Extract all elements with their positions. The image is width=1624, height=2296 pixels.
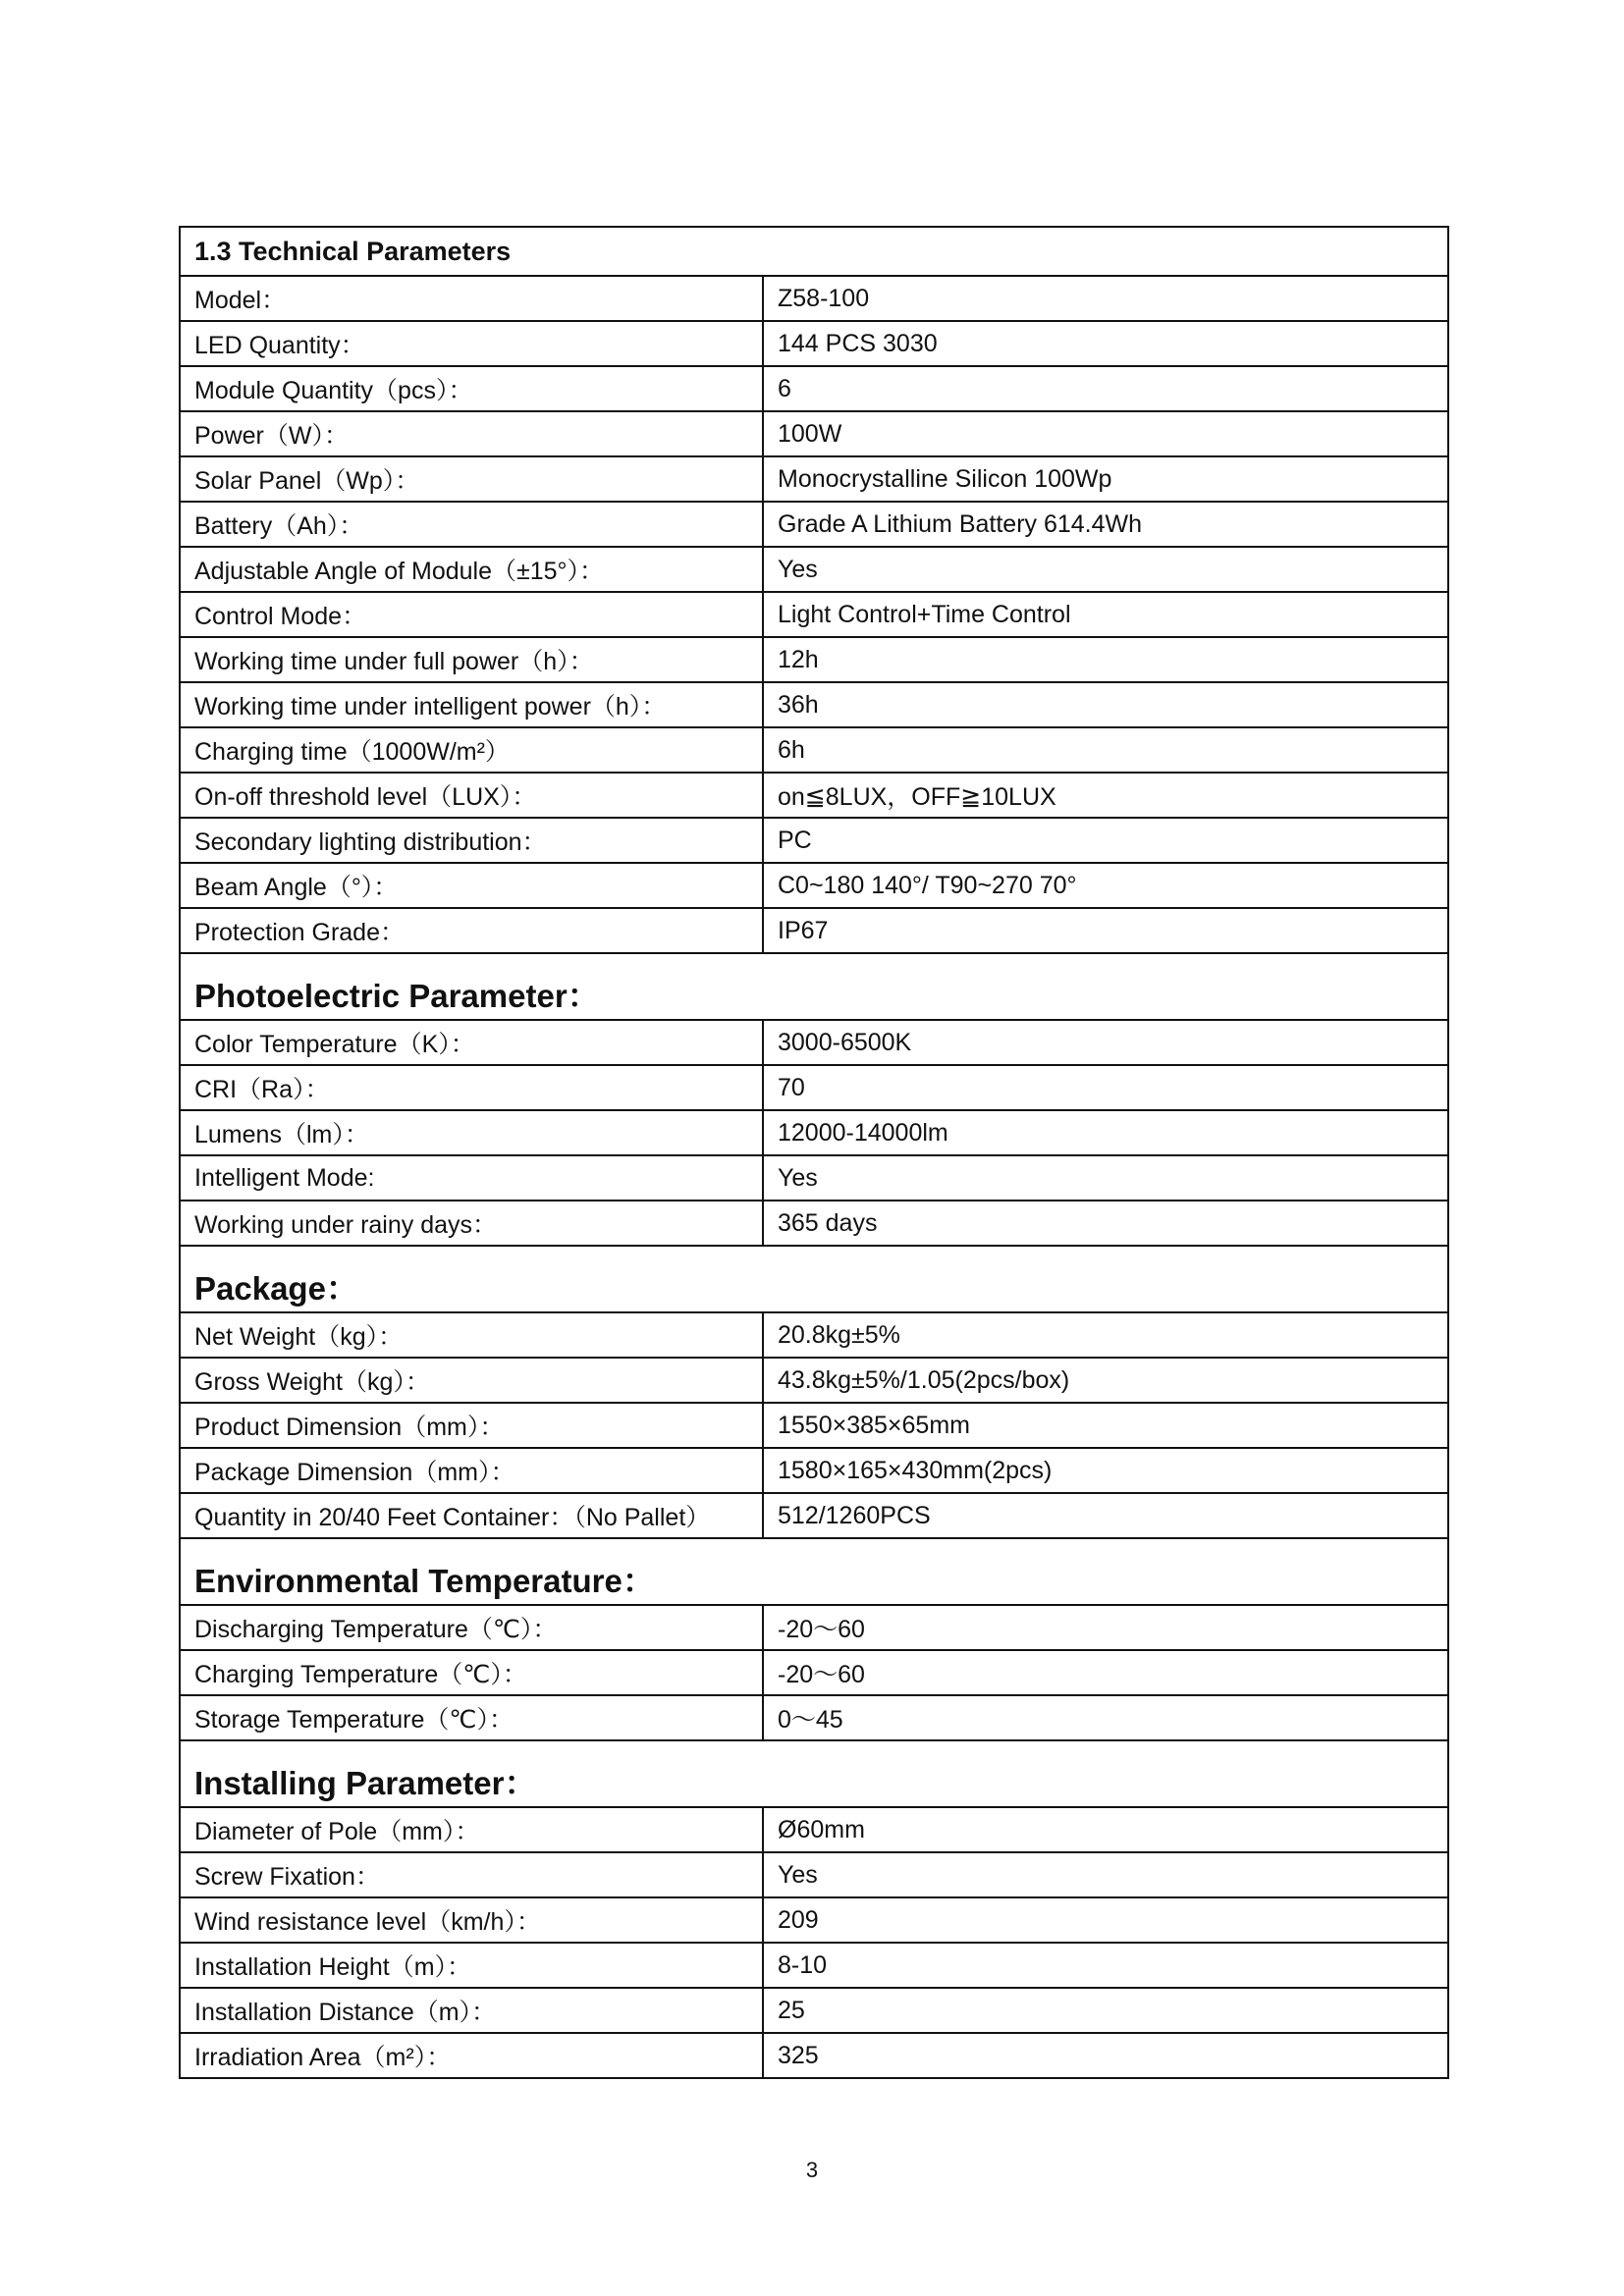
table-row xyxy=(180,1065,1448,1110)
parameter-value: 1550×385×65mm xyxy=(763,1403,1448,1448)
parameter-label: Storage Temperature（℃）： xyxy=(180,1695,763,1740)
parameter-value: PC xyxy=(763,818,1448,863)
section-heading-row xyxy=(180,1740,1448,1807)
table-row xyxy=(180,1695,1448,1740)
section-heading: Photoelectric Parameter： xyxy=(180,953,1448,1020)
parameter-value: 12000-14000lm xyxy=(763,1110,1448,1155)
parameter-label: Working time under intelligent power（h）： xyxy=(180,682,763,727)
parameter-value: 12h xyxy=(763,637,1448,682)
parameter-value: 6h xyxy=(763,727,1448,773)
parameter-label: Power（W）： xyxy=(180,411,763,456)
table-row xyxy=(180,682,1448,727)
parameter-value: Ø60mm xyxy=(763,1807,1448,1852)
table-row xyxy=(180,1852,1448,1897)
parameter-value: 512/1260PCS xyxy=(763,1493,1448,1538)
table-row xyxy=(180,1358,1448,1403)
section-heading: Package： xyxy=(180,1246,1448,1312)
section-heading-row xyxy=(180,953,1448,1020)
parameter-value: 325 xyxy=(763,2033,1448,2078)
table-row xyxy=(180,321,1448,366)
parameter-label: Discharging Temperature（℃）： xyxy=(180,1605,763,1650)
table-row xyxy=(180,1650,1448,1695)
table-row xyxy=(180,1155,1448,1201)
parameter-value: Monocrystalline Silicon 100Wp xyxy=(763,456,1448,502)
parameter-label: Intelligent Mode: xyxy=(180,1155,763,1201)
parameter-label: Screw Fixation： xyxy=(180,1852,763,1897)
parameter-label: CRI（Ra）： xyxy=(180,1065,763,1110)
parameter-value: 365 days xyxy=(763,1201,1448,1246)
table-row xyxy=(180,1988,1448,2033)
parameter-value: 6 xyxy=(763,366,1448,411)
parameter-value: Yes xyxy=(763,547,1448,592)
table-title: 1.3 Technical Parameters xyxy=(180,227,1448,276)
parameter-value: IP67 xyxy=(763,908,1448,953)
section-heading: Environmental Temperature： xyxy=(180,1538,1448,1605)
parameter-value: -20～60 xyxy=(763,1650,1448,1695)
table-row xyxy=(180,411,1448,456)
parameter-label: Diameter of Pole（mm）： xyxy=(180,1807,763,1852)
section-heading-row xyxy=(180,1246,1448,1312)
parameter-value: 144 PCS 3030 xyxy=(763,321,1448,366)
parameter-label: Secondary lighting distribution： xyxy=(180,818,763,863)
table-row xyxy=(180,1201,1448,1246)
parameter-label: Beam Angle（°）： xyxy=(180,863,763,908)
parameter-value: Z58-100 xyxy=(763,276,1448,321)
table-row xyxy=(180,547,1448,592)
table-row xyxy=(180,908,1448,953)
table-row xyxy=(180,1897,1448,1943)
parameter-label: Adjustable Angle of Module（±15°）： xyxy=(180,547,763,592)
parameter-value: 3000-6500K xyxy=(763,1020,1448,1065)
parameter-value: C0~180 140°/ T90~270 70° xyxy=(763,863,1448,908)
parameter-label: Color Temperature（K）： xyxy=(180,1020,763,1065)
parameter-label: Net Weight（kg）： xyxy=(180,1312,763,1358)
page-number: 3 xyxy=(805,2158,819,2182)
parameter-label: Model： xyxy=(180,276,763,321)
parameter-value: 43.8kg±5%/1.05(2pcs/box) xyxy=(763,1358,1448,1403)
table-title-row xyxy=(180,227,1448,276)
table-row xyxy=(180,1110,1448,1155)
parameter-value: on≦8LUX，OFF≧10LUX xyxy=(763,773,1448,818)
parameter-label: Battery（Ah）： xyxy=(180,502,763,547)
parameter-label: Product Dimension（mm）： xyxy=(180,1403,763,1448)
parameter-value: 100W xyxy=(763,411,1448,456)
parameter-value: 70 xyxy=(763,1065,1448,1110)
section-heading-row xyxy=(180,1538,1448,1605)
table-row xyxy=(180,1807,1448,1852)
table-body xyxy=(180,227,1448,2078)
parameter-label: Installation Height（m）： xyxy=(180,1943,763,1988)
table-row xyxy=(180,1448,1448,1493)
parameter-value: Yes xyxy=(763,1155,1448,1201)
parameter-label: Installation Distance（m）： xyxy=(180,1988,763,2033)
parameter-value: Grade A Lithium Battery 614.4Wh xyxy=(763,502,1448,547)
parameter-label: On-off threshold level（LUX）： xyxy=(180,773,763,818)
section-heading: Installing Parameter： xyxy=(180,1740,1448,1807)
parameter-label: Charging time（1000W/m²） xyxy=(180,727,763,773)
table-row xyxy=(180,727,1448,773)
table-row xyxy=(180,1493,1448,1538)
table-row xyxy=(180,637,1448,682)
table-row xyxy=(180,1943,1448,1988)
parameter-value: 209 xyxy=(763,1897,1448,1943)
table-row xyxy=(180,366,1448,411)
technical-parameters-table xyxy=(179,226,1449,2079)
table-row xyxy=(180,1020,1448,1065)
parameter-label: Package Dimension（mm）： xyxy=(180,1448,763,1493)
table-row xyxy=(180,276,1448,321)
parameter-label: Quantity in 20/40 Feet Container：（No Pallet） xyxy=(180,1493,763,1538)
parameter-value: Light Control+Time Control xyxy=(763,592,1448,637)
parameter-value: 1580×165×430mm(2pcs) xyxy=(763,1448,1448,1493)
table-row xyxy=(180,502,1448,547)
table-row xyxy=(180,1312,1448,1358)
table-row xyxy=(180,1403,1448,1448)
parameter-value: 25 xyxy=(763,1988,1448,2033)
parameter-label: LED Quantity： xyxy=(180,321,763,366)
table-row xyxy=(180,773,1448,818)
parameter-label: Gross Weight（kg）： xyxy=(180,1358,763,1403)
parameter-value: 36h xyxy=(763,682,1448,727)
parameter-label: Irradiation Area（m²）： xyxy=(180,2033,763,2078)
parameter-label: Lumens（lm）： xyxy=(180,1110,763,1155)
table-row xyxy=(180,818,1448,863)
parameter-value: Yes xyxy=(763,1852,1448,1897)
parameter-value: 0～45 xyxy=(763,1695,1448,1740)
parameter-label: Module Quantity（pcs）： xyxy=(180,366,763,411)
parameter-value: -20～60 xyxy=(763,1605,1448,1650)
table-row xyxy=(180,863,1448,908)
parameter-label: Working under rainy days： xyxy=(180,1201,763,1246)
parameter-label: Control Mode： xyxy=(180,592,763,637)
parameter-label: Working time under full power（h）： xyxy=(180,637,763,682)
parameter-label: Wind resistance level（km/h）： xyxy=(180,1897,763,1943)
parameter-label: Protection Grade： xyxy=(180,908,763,953)
parameter-value: 20.8kg±5% xyxy=(763,1312,1448,1358)
parameter-label: Solar Panel（Wp）： xyxy=(180,456,763,502)
table-row xyxy=(180,2033,1448,2078)
table-row xyxy=(180,1605,1448,1650)
parameter-label: Charging Temperature（℃）： xyxy=(180,1650,763,1695)
table-row xyxy=(180,592,1448,637)
parameter-value: 8-10 xyxy=(763,1943,1448,1988)
table-row xyxy=(180,456,1448,502)
